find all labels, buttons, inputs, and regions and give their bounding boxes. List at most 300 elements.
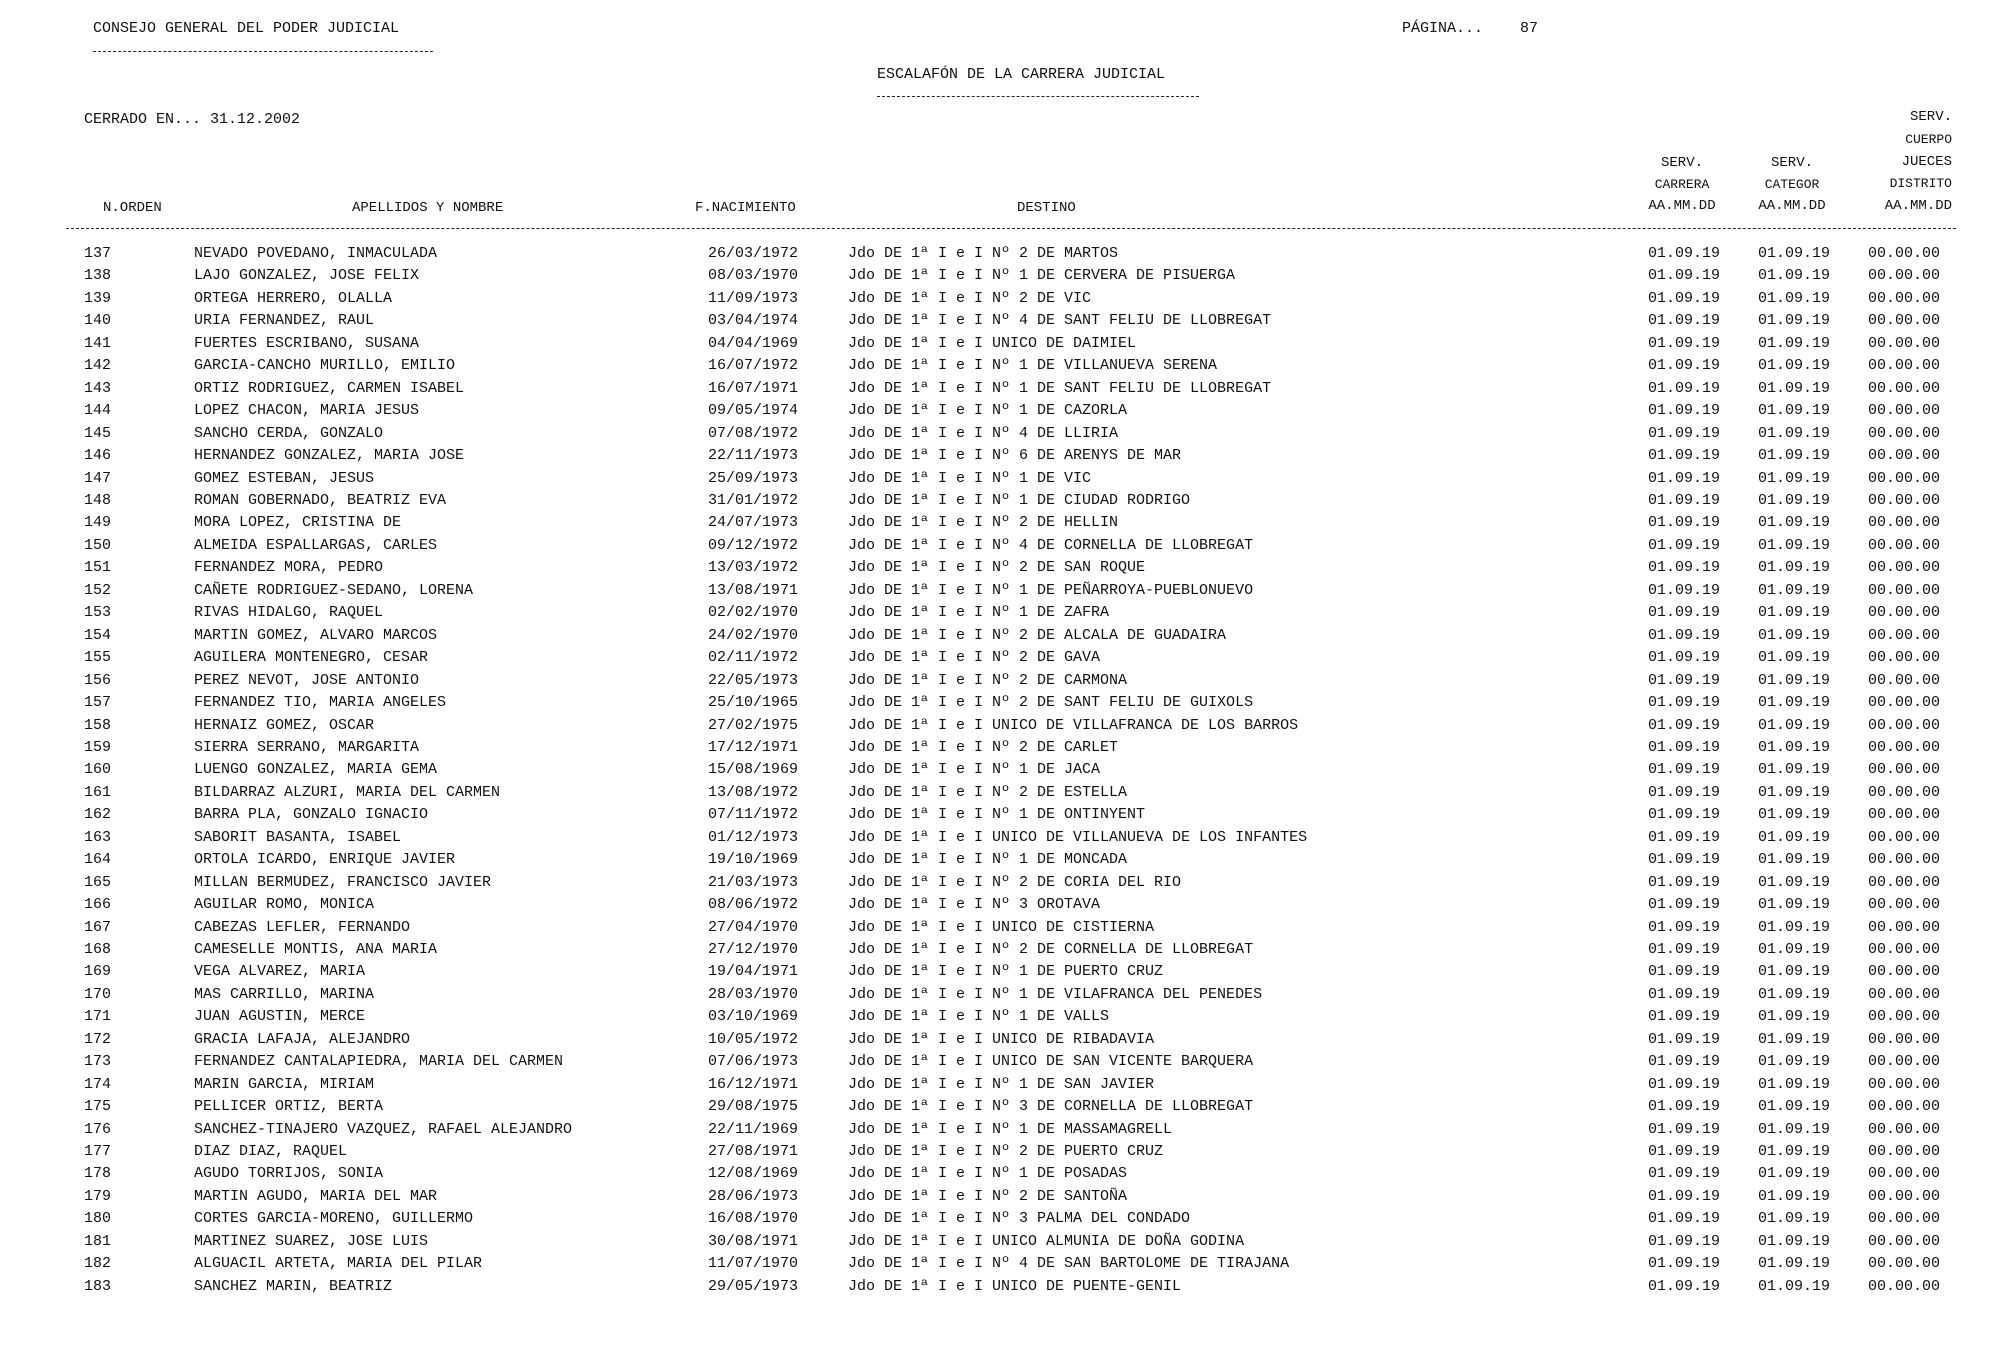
cell-carrera: 01.09.19 bbox=[1647, 491, 1720, 509]
cell-destino: Jdo DE 1ª I e I Nº 3 OROTAVA bbox=[848, 896, 1101, 913]
cell-cuerpo: 00.00.00 bbox=[1867, 851, 1940, 869]
cell-categor: 01.09.19 bbox=[1757, 1008, 1830, 1026]
cell-categor: 01.09.19 bbox=[1757, 514, 1830, 532]
cell-nombre: HERNANDEZ GONZALEZ, MARIA JOSE bbox=[194, 447, 465, 464]
cell-orden: 169 bbox=[84, 963, 112, 981]
cell-cuerpo: 00.00.00 bbox=[1867, 424, 1940, 442]
cell-orden: 175 bbox=[84, 1098, 112, 1116]
cell-destino: Jdo DE 1ª I e I Nº 2 DE PUERTO CRUZ bbox=[848, 1143, 1164, 1160]
cell-orden: 148 bbox=[84, 491, 112, 509]
cell-nacimiento: 07/08/1972 bbox=[708, 424, 799, 442]
cell-nacimiento: 17/12/1971 bbox=[708, 738, 799, 756]
cell-carrera: 01.09.19 bbox=[1647, 469, 1720, 487]
cell-categor: 01.09.19 bbox=[1757, 1053, 1830, 1071]
cell-cuerpo: 00.00.00 bbox=[1867, 245, 1940, 262]
cell-orden: 142 bbox=[84, 357, 112, 375]
cell-nombre: MORA LOPEZ, CRISTINA DE bbox=[194, 514, 402, 532]
cell-destino: Jdo DE 1ª I e I Nº 2 DE ESTELLA bbox=[848, 783, 1128, 801]
cell-destino: Jdo DE 1ª I e I Nº 1 DE SANT FELIU DE LLOBREGAT bbox=[848, 379, 1272, 397]
cell-cuerpo: 00.00.00 bbox=[1867, 896, 1940, 913]
cell-categor: 01.09.19 bbox=[1757, 469, 1830, 487]
cell-carrera: 01.09.19 bbox=[1647, 1143, 1720, 1160]
cell-destino: Jdo DE 1ª I e I Nº 2 DE VIC bbox=[848, 289, 1092, 307]
cell-destino: Jdo DE 1ª I e I Nº 3 DE CORNELLA DE LLOBREGAT bbox=[848, 1098, 1254, 1116]
cell-carrera: 01.09.19 bbox=[1647, 940, 1720, 958]
cell-categor: 01.09.19 bbox=[1757, 447, 1830, 464]
cell-cuerpo: 00.00.00 bbox=[1867, 447, 1940, 464]
cell-cuerpo: 00.00.00 bbox=[1867, 1120, 1940, 1138]
cell-carrera: 01.09.19 bbox=[1647, 334, 1720, 352]
cell-cuerpo: 00.00.00 bbox=[1867, 1143, 1940, 1160]
cell-nombre: URIA FERNANDEZ, RAUL bbox=[194, 312, 375, 330]
cell-orden: 143 bbox=[84, 379, 112, 397]
cell-nombre: LUENGO GONZALEZ, MARIA GEMA bbox=[194, 761, 438, 779]
cell-nombre: AGUILAR ROMO, MONICA bbox=[194, 896, 375, 913]
cell-destino: Jdo DE 1ª I e I Nº 1 DE VALLS bbox=[848, 1008, 1110, 1026]
cell-nacimiento: 29/08/1975 bbox=[708, 1098, 799, 1116]
cell-destino: Jdo DE 1ª I e I Nº 4 DE SAN BARTOLOME DE TIRAJANA bbox=[848, 1255, 1290, 1273]
cell-cuerpo: 00.00.00 bbox=[1867, 559, 1940, 577]
cell-nacimiento: 13/08/1972 bbox=[708, 783, 799, 801]
document-title: ESCALAFÓN DE LA CARRERA JUDICIAL bbox=[877, 66, 1166, 83]
cell-carrera: 01.09.19 bbox=[1647, 738, 1720, 756]
cell-nombre: LAJO GONZALEZ, JOSE FELIX bbox=[194, 267, 420, 285]
cell-destino: Jdo DE 1ª I e I Nº 4 DE LLIRIA bbox=[848, 424, 1119, 442]
cell-carrera: 01.09.19 bbox=[1647, 783, 1720, 801]
col-carrera-2: CARRERA bbox=[1654, 177, 1710, 192]
cell-cuerpo: 00.00.00 bbox=[1867, 1255, 1940, 1273]
cell-orden: 165 bbox=[84, 873, 112, 891]
cell-orden: 180 bbox=[84, 1210, 112, 1228]
cell-carrera: 01.09.19 bbox=[1647, 1030, 1720, 1048]
cell-carrera: 01.09.19 bbox=[1647, 379, 1720, 397]
cell-cuerpo: 00.00.00 bbox=[1867, 312, 1940, 330]
cell-categor: 01.09.19 bbox=[1757, 649, 1830, 667]
col-categor-2: CATEGOR bbox=[1764, 177, 1820, 192]
cell-categor: 01.09.19 bbox=[1757, 604, 1830, 622]
cell-nacimiento: 01/12/1973 bbox=[708, 828, 799, 846]
cell-categor: 01.09.19 bbox=[1757, 828, 1830, 846]
cell-carrera: 01.09.19 bbox=[1647, 581, 1720, 599]
cell-nombre: ORTEGA HERRERO, OLALLA bbox=[194, 289, 393, 307]
cell-destino: Jdo DE 1ª I e I UNICO DE VILLAFRANCA DE LOS BARROS bbox=[848, 716, 1299, 734]
cell-categor: 01.09.19 bbox=[1757, 873, 1830, 891]
cell-categor: 01.09.19 bbox=[1757, 581, 1830, 599]
cell-destino: Jdo DE 1ª I e I Nº 1 DE CERVERA DE PISUERGA bbox=[848, 267, 1236, 285]
cell-categor: 01.09.19 bbox=[1757, 716, 1830, 734]
cell-destino: Jdo DE 1ª I e I Nº 1 DE POSADAS bbox=[848, 1165, 1128, 1183]
cell-orden: 181 bbox=[84, 1232, 112, 1250]
cell-categor: 01.09.19 bbox=[1757, 536, 1830, 554]
cell-nacimiento: 04/04/1969 bbox=[708, 334, 799, 352]
cell-nacimiento: 16/07/1971 bbox=[708, 379, 799, 397]
col-destino: DESTINO bbox=[1017, 200, 1076, 216]
cell-carrera: 01.09.19 bbox=[1647, 626, 1720, 644]
cell-cuerpo: 00.00.00 bbox=[1867, 379, 1940, 397]
cell-nacimiento: 15/08/1969 bbox=[708, 761, 799, 779]
cell-nombre: ORTIZ RODRIGUEZ, CARMEN ISABEL bbox=[194, 379, 465, 397]
cell-carrera: 01.09.19 bbox=[1647, 1075, 1720, 1093]
cell-carrera: 01.09.19 bbox=[1647, 963, 1720, 981]
cell-categor: 01.09.19 bbox=[1757, 738, 1830, 756]
cell-nacimiento: 19/10/1969 bbox=[708, 851, 799, 869]
col-categor-3: AA.MM.DD bbox=[1758, 198, 1826, 214]
cell-categor: 01.09.19 bbox=[1757, 1187, 1830, 1205]
cell-cuerpo: 00.00.00 bbox=[1867, 581, 1940, 599]
cell-nacimiento: 24/02/1970 bbox=[708, 626, 799, 644]
cell-categor: 01.09.19 bbox=[1757, 1030, 1830, 1048]
cell-cuerpo: 00.00.00 bbox=[1867, 671, 1940, 689]
cell-orden: 145 bbox=[84, 424, 112, 442]
cell-nacimiento: 22/05/1973 bbox=[708, 671, 799, 689]
cell-destino: Jdo DE 1ª I e I Nº 1 DE SAN JAVIER bbox=[848, 1075, 1155, 1093]
cell-nombre: AGUDO TORRIJOS, SONIA bbox=[194, 1165, 384, 1183]
col-carrera-1: SERV. bbox=[1660, 155, 1703, 171]
cell-orden: 173 bbox=[84, 1053, 112, 1071]
cell-nacimiento: 29/05/1973 bbox=[708, 1277, 799, 1295]
cell-nombre: MILLAN BERMUDEZ, FRANCISCO JAVIER bbox=[194, 873, 492, 891]
cell-cuerpo: 00.00.00 bbox=[1867, 402, 1940, 420]
cell-orden: 167 bbox=[84, 918, 112, 936]
cell-carrera: 01.09.19 bbox=[1647, 1255, 1720, 1273]
cell-nombre: AGUILERA MONTENEGRO, CESAR bbox=[194, 649, 429, 667]
cell-categor: 01.09.19 bbox=[1757, 289, 1830, 307]
cell-nacimiento: 27/12/1970 bbox=[708, 940, 799, 958]
cell-nacimiento: 08/06/1972 bbox=[708, 896, 799, 913]
cell-carrera: 01.09.19 bbox=[1647, 649, 1720, 667]
cell-carrera: 01.09.19 bbox=[1647, 267, 1720, 285]
cell-orden: 152 bbox=[84, 581, 112, 599]
cell-categor: 01.09.19 bbox=[1757, 1232, 1830, 1250]
cell-carrera: 01.09.19 bbox=[1647, 1232, 1720, 1250]
cell-orden: 183 bbox=[84, 1277, 112, 1295]
cell-nombre: HERNAIZ GOMEZ, OSCAR bbox=[194, 716, 375, 734]
page-number: 87 bbox=[1520, 20, 1539, 37]
cell-destino: Jdo DE 1ª I e I Nº 1 DE ZAFRA bbox=[848, 604, 1110, 622]
cell-cuerpo: 00.00.00 bbox=[1867, 1098, 1940, 1116]
cell-nombre: PELLICER ORTIZ, BERTA bbox=[194, 1098, 384, 1116]
cell-categor: 01.09.19 bbox=[1757, 402, 1830, 420]
cell-carrera: 01.09.19 bbox=[1647, 447, 1720, 464]
cell-orden: 172 bbox=[84, 1030, 112, 1048]
cell-orden: 168 bbox=[84, 940, 112, 958]
cell-nombre: LOPEZ CHACON, MARIA JESUS bbox=[194, 402, 420, 420]
cell-cuerpo: 00.00.00 bbox=[1867, 536, 1940, 554]
cell-nacimiento: 28/03/1970 bbox=[708, 985, 799, 1003]
cell-cuerpo: 00.00.00 bbox=[1867, 514, 1940, 532]
cell-destino: Jdo DE 1ª I e I Nº 2 DE MARTOS bbox=[848, 245, 1119, 262]
cell-nombre: MARTIN AGUDO, MARIA DEL MAR bbox=[194, 1187, 438, 1205]
cell-orden: 177 bbox=[84, 1143, 112, 1160]
cell-cuerpo: 00.00.00 bbox=[1867, 783, 1940, 801]
cell-nacimiento: 27/02/1975 bbox=[708, 716, 799, 734]
cell-nombre: SANCHEZ MARIN, BEATRIZ bbox=[194, 1277, 393, 1295]
cell-orden: 178 bbox=[84, 1165, 112, 1183]
cell-cuerpo: 00.00.00 bbox=[1867, 626, 1940, 644]
col-carrera-3: AA.MM.DD bbox=[1648, 198, 1716, 214]
cell-orden: 170 bbox=[84, 985, 112, 1003]
cell-categor: 01.09.19 bbox=[1757, 918, 1830, 936]
title-underline bbox=[877, 96, 1199, 97]
cell-nacimiento: 13/08/1971 bbox=[708, 581, 799, 599]
cell-carrera: 01.09.19 bbox=[1647, 1098, 1720, 1116]
cell-categor: 01.09.19 bbox=[1757, 985, 1830, 1003]
cell-cuerpo: 00.00.00 bbox=[1867, 469, 1940, 487]
cell-orden: 153 bbox=[84, 604, 112, 622]
cell-destino: Jdo DE 1ª I e I UNICO ALMUNIA DE DOÑA GODINA bbox=[848, 1232, 1245, 1250]
cell-destino: Jdo DE 1ª I e I Nº 1 DE ONTINYENT bbox=[848, 806, 1146, 824]
cell-cuerpo: 00.00.00 bbox=[1867, 1008, 1940, 1026]
cell-destino: Jdo DE 1ª I e I Nº 3 PALMA DEL CONDADO bbox=[848, 1210, 1191, 1228]
cell-cuerpo: 00.00.00 bbox=[1867, 1075, 1940, 1093]
cell-nombre: CAÑETE RODRIGUEZ-SEDANO, LORENA bbox=[194, 581, 474, 599]
cell-destino: Jdo DE 1ª I e I Nº 2 DE SANTOÑA bbox=[848, 1187, 1128, 1205]
cell-categor: 01.09.19 bbox=[1757, 334, 1830, 352]
cell-categor: 01.09.19 bbox=[1757, 312, 1830, 330]
cell-cuerpo: 00.00.00 bbox=[1867, 649, 1940, 667]
col-cuerpo-3: JUECES bbox=[1901, 154, 1952, 170]
cell-categor: 01.09.19 bbox=[1757, 245, 1830, 262]
cell-cuerpo: 00.00.00 bbox=[1867, 963, 1940, 981]
cell-destino: Jdo DE 1ª I e I Nº 2 DE CARLET bbox=[848, 738, 1119, 756]
cell-categor: 01.09.19 bbox=[1757, 671, 1830, 689]
cell-cuerpo: 00.00.00 bbox=[1867, 491, 1940, 509]
cell-nacimiento: 25/09/1973 bbox=[708, 469, 799, 487]
cell-cuerpo: 00.00.00 bbox=[1867, 761, 1940, 779]
cell-nacimiento: 08/03/1970 bbox=[708, 267, 799, 285]
cell-nacimiento: 09/12/1972 bbox=[708, 536, 799, 554]
cell-categor: 01.09.19 bbox=[1757, 761, 1830, 779]
cell-nacimiento: 28/06/1973 bbox=[708, 1187, 799, 1205]
cell-destino: Jdo DE 1ª I e I UNICO DE SAN VICENTE BARQUERA bbox=[848, 1053, 1254, 1071]
cell-nacimiento: 09/05/1974 bbox=[708, 402, 799, 420]
cell-nombre: ORTOLA ICARDO, ENRIQUE JAVIER bbox=[194, 851, 456, 869]
col-categor-1: SERV. bbox=[1770, 155, 1813, 171]
cell-destino: Jdo DE 1ª I e I Nº 1 DE VIC bbox=[848, 469, 1092, 487]
cell-categor: 01.09.19 bbox=[1757, 379, 1830, 397]
cell-nacimiento: 07/11/1972 bbox=[708, 806, 799, 824]
cell-categor: 01.09.19 bbox=[1757, 1143, 1830, 1160]
cell-carrera: 01.09.19 bbox=[1647, 1120, 1720, 1138]
cell-orden: 155 bbox=[84, 649, 112, 667]
page-label: PÁGINA... bbox=[1402, 20, 1484, 37]
cell-categor: 01.09.19 bbox=[1757, 1255, 1830, 1273]
cell-carrera: 01.09.19 bbox=[1647, 1277, 1720, 1295]
cell-cuerpo: 00.00.00 bbox=[1867, 716, 1940, 734]
cell-nombre: MARTINEZ SUAREZ, JOSE LUIS bbox=[194, 1232, 429, 1250]
cell-nombre: FERNANDEZ TIO, MARIA ANGELES bbox=[194, 694, 447, 711]
cell-categor: 01.09.19 bbox=[1757, 896, 1830, 913]
cell-cuerpo: 00.00.00 bbox=[1867, 1277, 1940, 1295]
cell-categor: 01.09.19 bbox=[1757, 940, 1830, 958]
cell-destino: Jdo DE 1ª I e I UNICO DE CISTIERNA bbox=[848, 918, 1155, 936]
cell-categor: 01.09.19 bbox=[1757, 357, 1830, 375]
cell-orden: 164 bbox=[84, 851, 112, 869]
closed-date: CERRADO EN... 31.12.2002 bbox=[84, 111, 301, 128]
cell-carrera: 01.09.19 bbox=[1647, 402, 1720, 420]
cell-carrera: 01.09.19 bbox=[1647, 716, 1720, 734]
cell-orden: 162 bbox=[84, 806, 112, 824]
cell-cuerpo: 00.00.00 bbox=[1867, 806, 1940, 824]
cell-categor: 01.09.19 bbox=[1757, 694, 1830, 711]
cell-nombre: GARCIA-CANCHO MURILLO, EMILIO bbox=[194, 357, 456, 375]
cell-categor: 01.09.19 bbox=[1757, 1075, 1830, 1093]
cell-cuerpo: 00.00.00 bbox=[1867, 1053, 1940, 1071]
cell-orden: 151 bbox=[84, 559, 112, 577]
cell-destino: Jdo DE 1ª I e I UNICO DE DAIMIEL bbox=[848, 334, 1137, 352]
col-nacimiento: F.NACIMIENTO bbox=[695, 200, 796, 216]
cell-categor: 01.09.19 bbox=[1757, 626, 1830, 644]
cell-cuerpo: 00.00.00 bbox=[1867, 357, 1940, 375]
cell-categor: 01.09.19 bbox=[1757, 1277, 1830, 1295]
cell-nombre: BARRA PLA, GONZALO IGNACIO bbox=[194, 806, 429, 824]
cell-destino: Jdo DE 1ª I e I Nº 2 DE CORIA DEL RIO bbox=[848, 873, 1182, 891]
cell-nacimiento: 27/08/1971 bbox=[708, 1143, 799, 1160]
cell-nacimiento: 19/04/1971 bbox=[708, 963, 799, 981]
col-orden: N.ORDEN bbox=[103, 200, 162, 216]
cell-nombre: MARIN GARCIA, MIRIAM bbox=[194, 1075, 375, 1093]
cell-nombre: MAS CARRILLO, MARINA bbox=[194, 985, 375, 1003]
cell-categor: 01.09.19 bbox=[1757, 963, 1830, 981]
cell-orden: 179 bbox=[84, 1187, 112, 1205]
cell-carrera: 01.09.19 bbox=[1647, 806, 1720, 824]
cell-orden: 150 bbox=[84, 536, 112, 554]
cell-nombre: NEVADO POVEDANO, INMACULADA bbox=[194, 245, 438, 262]
cell-categor: 01.09.19 bbox=[1757, 1210, 1830, 1228]
cell-nombre: BILDARRAZ ALZURI, MARIA DEL CARMEN bbox=[194, 783, 501, 801]
cell-nacimiento: 16/12/1971 bbox=[708, 1075, 799, 1093]
cell-nacimiento: 02/02/1970 bbox=[708, 604, 799, 622]
cell-destino: Jdo DE 1ª I e I Nº 6 DE ARENYS DE MAR bbox=[848, 447, 1182, 464]
cell-orden: 176 bbox=[84, 1120, 112, 1138]
cell-destino: Jdo DE 1ª I e I Nº 2 DE ALCALA DE GUADAIRA bbox=[848, 626, 1227, 644]
col-cuerpo-1: SERV. bbox=[1909, 109, 1952, 125]
cell-carrera: 01.09.19 bbox=[1647, 918, 1720, 936]
cell-orden: 161 bbox=[84, 783, 112, 801]
cell-nacimiento: 10/05/1972 bbox=[708, 1030, 799, 1048]
cell-orden: 149 bbox=[84, 514, 112, 532]
cell-nacimiento: 24/07/1973 bbox=[708, 514, 799, 532]
cell-cuerpo: 00.00.00 bbox=[1867, 738, 1940, 756]
cell-carrera: 01.09.19 bbox=[1647, 896, 1720, 913]
cell-destino: Jdo DE 1ª I e I Nº 4 DE CORNELLA DE LLOBREGAT bbox=[848, 536, 1254, 554]
cell-nombre: FUERTES ESCRIBANO, SUSANA bbox=[194, 334, 420, 352]
org-underline bbox=[93, 51, 433, 52]
cell-destino: Jdo DE 1ª I e I Nº 1 DE MASSAMAGRELL bbox=[848, 1120, 1173, 1138]
cell-nombre: ALMEIDA ESPALLARGAS, CARLES bbox=[194, 536, 438, 554]
cell-carrera: 01.09.19 bbox=[1647, 1165, 1720, 1183]
cell-orden: 156 bbox=[84, 671, 112, 689]
cell-orden: 171 bbox=[84, 1008, 112, 1026]
cell-nombre: MARTIN GOMEZ, ALVARO MARCOS bbox=[194, 626, 438, 644]
cell-categor: 01.09.19 bbox=[1757, 851, 1830, 869]
cell-cuerpo: 00.00.00 bbox=[1867, 985, 1940, 1003]
cell-destino: Jdo DE 1ª I e I Nº 2 DE SAN ROQUE bbox=[848, 559, 1146, 577]
cell-nombre: CAMESELLE MONTIS, ANA MARIA bbox=[194, 940, 438, 958]
cell-nombre: ROMAN GOBERNADO, BEATRIZ EVA bbox=[194, 491, 447, 509]
cell-carrera: 01.09.19 bbox=[1647, 851, 1720, 869]
cell-categor: 01.09.19 bbox=[1757, 806, 1830, 824]
cell-nacimiento: 25/10/1965 bbox=[708, 694, 799, 711]
cell-nombre: RIVAS HIDALGO, RAQUEL bbox=[194, 604, 384, 622]
cell-carrera: 01.09.19 bbox=[1647, 357, 1720, 375]
cell-orden: 140 bbox=[84, 312, 112, 330]
cell-carrera: 01.09.19 bbox=[1647, 1008, 1720, 1026]
cell-nacimiento: 22/11/1969 bbox=[708, 1120, 799, 1138]
cell-destino: Jdo DE 1ª I e I Nº 1 DE VILLANUEVA SERENA bbox=[848, 357, 1218, 375]
cell-orden: 182 bbox=[84, 1255, 112, 1273]
cell-destino: Jdo DE 1ª I e I Nº 1 DE PUERTO CRUZ bbox=[848, 963, 1164, 981]
cell-nombre: PEREZ NEVOT, JOSE ANTONIO bbox=[194, 671, 420, 689]
cell-orden: 174 bbox=[84, 1075, 112, 1093]
cell-destino: Jdo DE 1ª I e I Nº 2 DE SANT FELIU DE GUIXOLS bbox=[848, 694, 1254, 711]
cell-nacimiento: 30/08/1971 bbox=[708, 1232, 799, 1250]
cell-categor: 01.09.19 bbox=[1757, 424, 1830, 442]
cell-nacimiento: 31/01/1972 bbox=[708, 491, 799, 509]
cell-orden: 138 bbox=[84, 267, 112, 285]
cell-destino: Jdo DE 1ª I e I Nº 1 DE PEÑARROYA-PUEBLONUEVO bbox=[848, 581, 1254, 599]
cell-cuerpo: 00.00.00 bbox=[1867, 1030, 1940, 1048]
cell-nombre: GRACIA LAFAJA, ALEJANDRO bbox=[194, 1030, 411, 1048]
cell-nacimiento: 02/11/1972 bbox=[708, 649, 799, 667]
cell-cuerpo: 00.00.00 bbox=[1867, 873, 1940, 891]
cell-carrera: 01.09.19 bbox=[1647, 424, 1720, 442]
cell-orden: 154 bbox=[84, 626, 112, 644]
cell-carrera: 01.09.19 bbox=[1647, 536, 1720, 554]
cell-carrera: 01.09.19 bbox=[1647, 289, 1720, 307]
cell-destino: Jdo DE 1ª I e I Nº 1 DE VILAFRANCA DEL PENEDES bbox=[848, 985, 1263, 1003]
cell-nacimiento: 16/07/1972 bbox=[708, 357, 799, 375]
cell-nombre: GOMEZ ESTEBAN, JESUS bbox=[194, 469, 375, 487]
cell-nombre: ALGUACIL ARTETA, MARIA DEL PILAR bbox=[194, 1255, 483, 1273]
cell-cuerpo: 00.00.00 bbox=[1867, 604, 1940, 622]
cell-orden: 147 bbox=[84, 469, 112, 487]
cell-carrera: 01.09.19 bbox=[1647, 828, 1720, 846]
cell-destino: Jdo DE 1ª I e I Nº 2 DE CORNELLA DE LLOBREGAT bbox=[848, 940, 1254, 958]
header-separator bbox=[66, 228, 1956, 229]
cell-nacimiento: 21/03/1973 bbox=[708, 873, 799, 891]
cell-categor: 01.09.19 bbox=[1757, 559, 1830, 577]
col-cuerpo-5: AA.MM.DD bbox=[1884, 198, 1952, 214]
cell-categor: 01.09.19 bbox=[1757, 1165, 1830, 1183]
cell-cuerpo: 00.00.00 bbox=[1867, 1210, 1940, 1228]
cell-nacimiento: 03/04/1974 bbox=[708, 312, 799, 330]
cell-carrera: 01.09.19 bbox=[1647, 761, 1720, 779]
cell-nacimiento: 11/07/1970 bbox=[708, 1255, 799, 1273]
cell-cuerpo: 00.00.00 bbox=[1867, 1187, 1940, 1205]
col-cuerpo-4: DISTRITO bbox=[1889, 176, 1952, 191]
cell-carrera: 01.09.19 bbox=[1647, 514, 1720, 532]
cell-nombre: CORTES GARCIA-MORENO, GUILLERMO bbox=[194, 1210, 474, 1228]
cell-nombre: SANCHO CERDA, GONZALO bbox=[194, 424, 384, 442]
cell-destino: Jdo DE 1ª I e I Nº 4 DE SANT FELIU DE LLOBREGAT bbox=[848, 312, 1272, 330]
cell-carrera: 01.09.19 bbox=[1647, 559, 1720, 577]
cell-cuerpo: 00.00.00 bbox=[1867, 334, 1940, 352]
cell-nacimiento: 03/10/1969 bbox=[708, 1008, 799, 1026]
cell-orden: 141 bbox=[84, 334, 112, 352]
cell-nacimiento: 26/03/1972 bbox=[708, 245, 799, 262]
cell-cuerpo: 00.00.00 bbox=[1867, 267, 1940, 285]
cell-destino: Jdo DE 1ª I e I Nº 2 DE GAVA bbox=[848, 649, 1101, 667]
cell-orden: 137 bbox=[84, 245, 112, 262]
cell-nombre: DIAZ DIAZ, RAQUEL bbox=[194, 1143, 348, 1160]
cell-carrera: 01.09.19 bbox=[1647, 985, 1720, 1003]
cell-destino: Jdo DE 1ª I e I Nº 2 DE HELLIN bbox=[848, 514, 1119, 532]
cell-orden: 163 bbox=[84, 828, 112, 846]
cell-carrera: 01.09.19 bbox=[1647, 1210, 1720, 1228]
cell-destino: Jdo DE 1ª I e I Nº 1 DE CIUDAD RODRIGO bbox=[848, 491, 1191, 509]
cell-destino: Jdo DE 1ª I e I Nº 1 DE MONCADA bbox=[848, 851, 1128, 869]
